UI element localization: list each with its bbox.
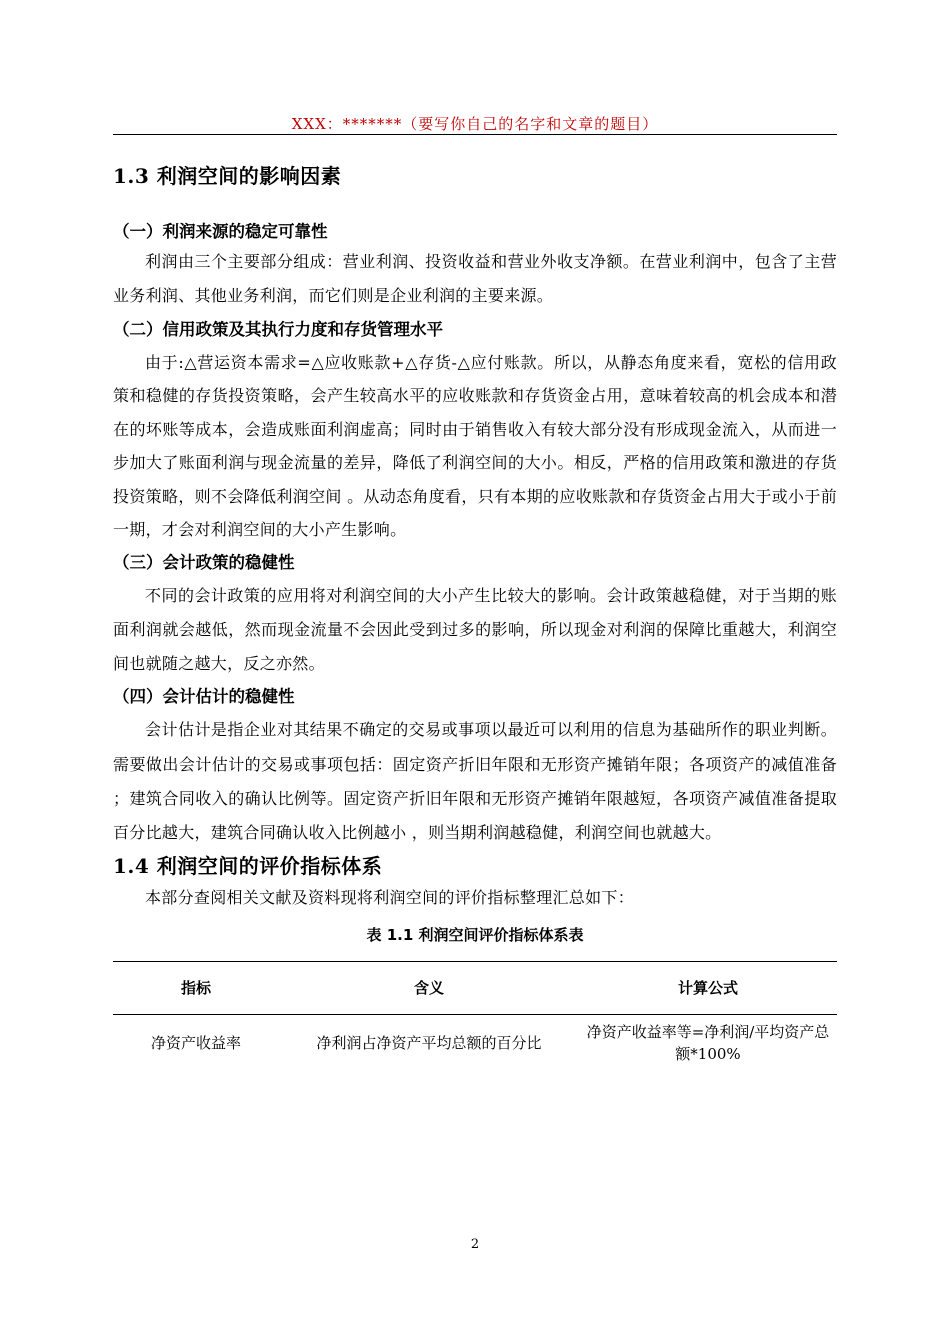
subsection-3-text: 不同的会计政策的应用将对利润空间的大小产生比较大的影响。会计政策越稳健，对于当期的账面利润就会越低，然而现金流量不会因此受到过多的影响，所以现金对利润的保障比重越大，利润空间也就随之越大，反之亦然。: [113, 585, 837, 674]
header-rule: [113, 134, 837, 135]
subsection-1-title: （一）利润来源的稳定可靠性: [113, 222, 328, 241]
page-number: 2: [470, 1237, 480, 1252]
subsection-1-text: 利润由三个主要部分组成：营业利润、投资收益和营业外收支净额。在营业利润中，包含了主营业务利润、其他业务利润，而它们则是企业利润的主要来源。: [113, 252, 837, 306]
table-cell-meaning: 净利润占净资产平均总额的百分比: [316, 1033, 542, 1052]
section-1-4-title: 1.4 利润空间的评价指标体系: [113, 853, 383, 878]
section-1-4-text: 本部分查阅相关文献及资料现将利润空间的评价指标整理汇总如下：: [145, 887, 635, 907]
section-1-3-title: 1.3 利润空间的影响因素: [113, 164, 342, 188]
subsection-2-title: （二）信用政策及其执行力度和存货管理水平: [113, 319, 443, 339]
subsection-4-text: 会计估计是指企业对其结果不确定的交易或事项以最近可以利用的信息为基础所作的职业判断。需要做出会计估计的交易或事项包括：固定资产折旧年限和无形资产摊销年限；各项资产的减值准备 ；建筑合同收入的确认比例等。固定资产折旧年限和无形资产摊销年限越短，各项资产减值准备提取百分比越大，建筑合同确认收入比例越小 ，则当期利润越稳健，利润空间也就越大。: [113, 720, 837, 843]
page-content: [113, 150, 837, 1069]
subsection-2-text: 由于:△营运资本需求=△应收账款+△存货-△应付账款。所以，从静态角度来看，宽松的信用政策和稳健的存货投资策略，会产生较高水平的应收账款和存货资金占用，意味着较高的机会成本和潜在的坏账等成本，会造成账面利润虚高；同时由于销售收入有较大部分没有形成现金流入，从而进一步加大了账面利润与现金流量的差异，降低了利润空间的大小。相反，严格的信用政策和激进的存货投资策略，则不会降低利润空间 。从动态角度看，只有本期的应收账款和存货资金占用大于或小于前一期，才会对利润空间的大小产生影响。: [113, 352, 837, 540]
table-cell-indicator: 净资产收益率: [150, 1033, 241, 1052]
table-cell-formula: 净资产收益率等=净利润/平均资产总额*100%: [586, 1022, 830, 1063]
subsection-4-title: （四）会计估计的稳健性: [113, 687, 295, 707]
table-header-formula: 计算公式: [579, 961, 837, 1014]
indicator-table: [113, 961, 837, 1069]
table-header-row: [113, 961, 837, 1014]
table-header-meaning: 含义: [279, 961, 579, 1014]
subsection-3-title: （三）会计政策的稳健性: [113, 552, 295, 572]
page-header: XXX：*******（要写你自己的名字和文章的题目）: [291, 115, 659, 133]
table-caption: 表 1.1 利润空间评价指标体系表: [366, 925, 584, 944]
table-row: [113, 1014, 837, 1069]
table-header-indicator: 指标: [113, 961, 279, 1014]
